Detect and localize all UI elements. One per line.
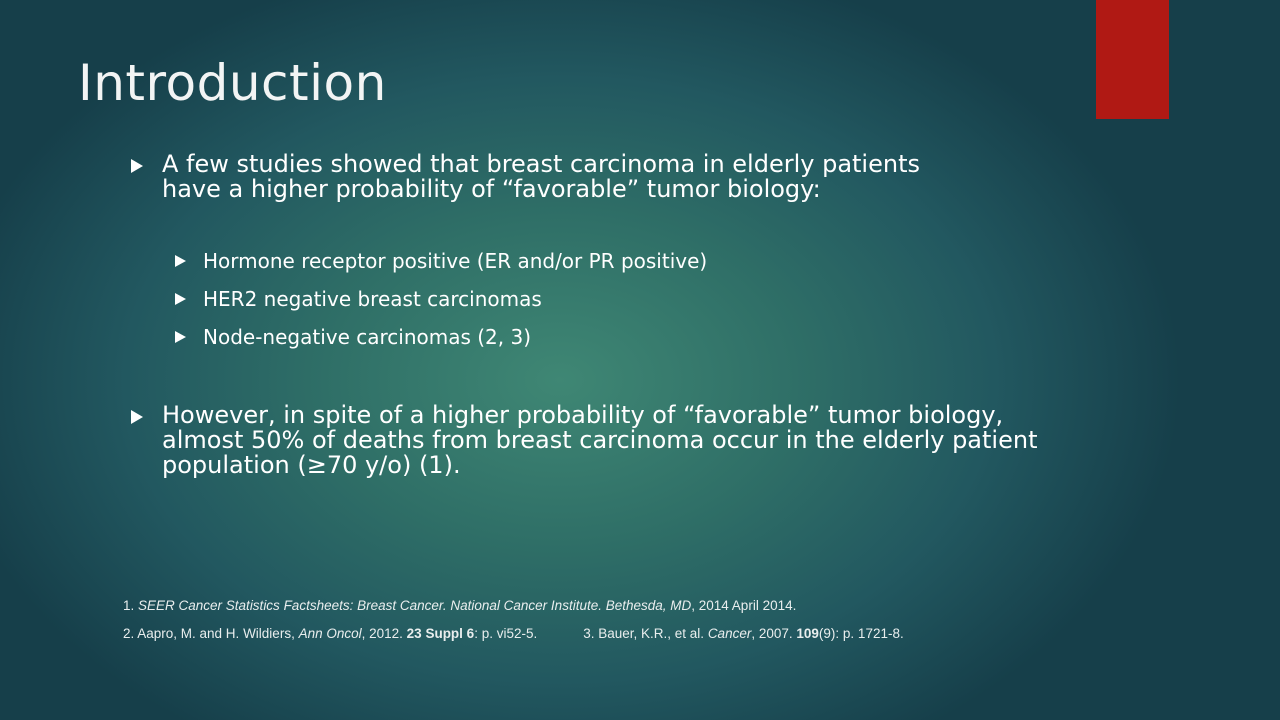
triangle-bullet-icon — [131, 159, 143, 173]
sub-bullet-item — [175, 325, 955, 349]
ref-year: , 2007. — [751, 625, 797, 641]
bullet-item — [131, 152, 961, 202]
ref-journal: Ann Oncol — [298, 625, 362, 641]
accent-bar — [1096, 0, 1169, 119]
references — [123, 598, 1063, 653]
ref-number: 1. — [123, 598, 139, 613]
ref-volume: 23 Suppl 6 — [406, 625, 475, 641]
ref-tail: , 2014 April 2014. — [691, 598, 797, 613]
triangle-bullet-icon — [131, 410, 143, 424]
sub-bullet-text: HER2 negative breast carcinomas — [203, 287, 542, 311]
ref-journal: Cancer — [707, 625, 752, 641]
bullet-text: However, in spite of a higher probability of “favorable” tumor biology, almost 50% of deaths from breast carcinoma occur in the elderly patient population (≥70 y/o) (1). — [162, 401, 1038, 480]
ref-authors: 2. Aapro, M. and H. Wildiers, — [123, 625, 299, 641]
ref-authors: 3. Bauer, K.R., et al. — [583, 625, 708, 641]
ref-volume: 109 — [796, 625, 819, 641]
sub-bullet-text: Hormone receptor positive (ER and/or PR positive) — [203, 249, 708, 273]
ref-pages: : p. vi52-5. — [474, 625, 538, 641]
slide-title: Introduction — [78, 54, 387, 112]
sub-bullet-text: Node-negative carcinomas (2, 3) — [203, 325, 532, 349]
ref-title: SEER Cancer Statistics Factsheets: Breast Cancer. National Cancer Institute. Bethesda, MD — [138, 598, 692, 613]
bullet-item — [131, 403, 1081, 479]
sub-bullet-item — [175, 249, 955, 273]
triangle-bullet-icon — [175, 293, 186, 305]
ref-pages: (9): p. 1721-8. — [818, 625, 904, 641]
reference-1 — [123, 598, 1063, 614]
sub-bullet-item — [175, 287, 955, 311]
ref-year: , 2012. — [361, 625, 407, 641]
bullet-text: A few studies showed that breast carcinoma in elderly patients have a higher probability of “favorable” tumor biology: — [162, 150, 920, 204]
triangle-bullet-icon — [175, 255, 186, 267]
triangle-bullet-icon — [175, 331, 186, 343]
reference-2-3 — [123, 626, 1063, 642]
